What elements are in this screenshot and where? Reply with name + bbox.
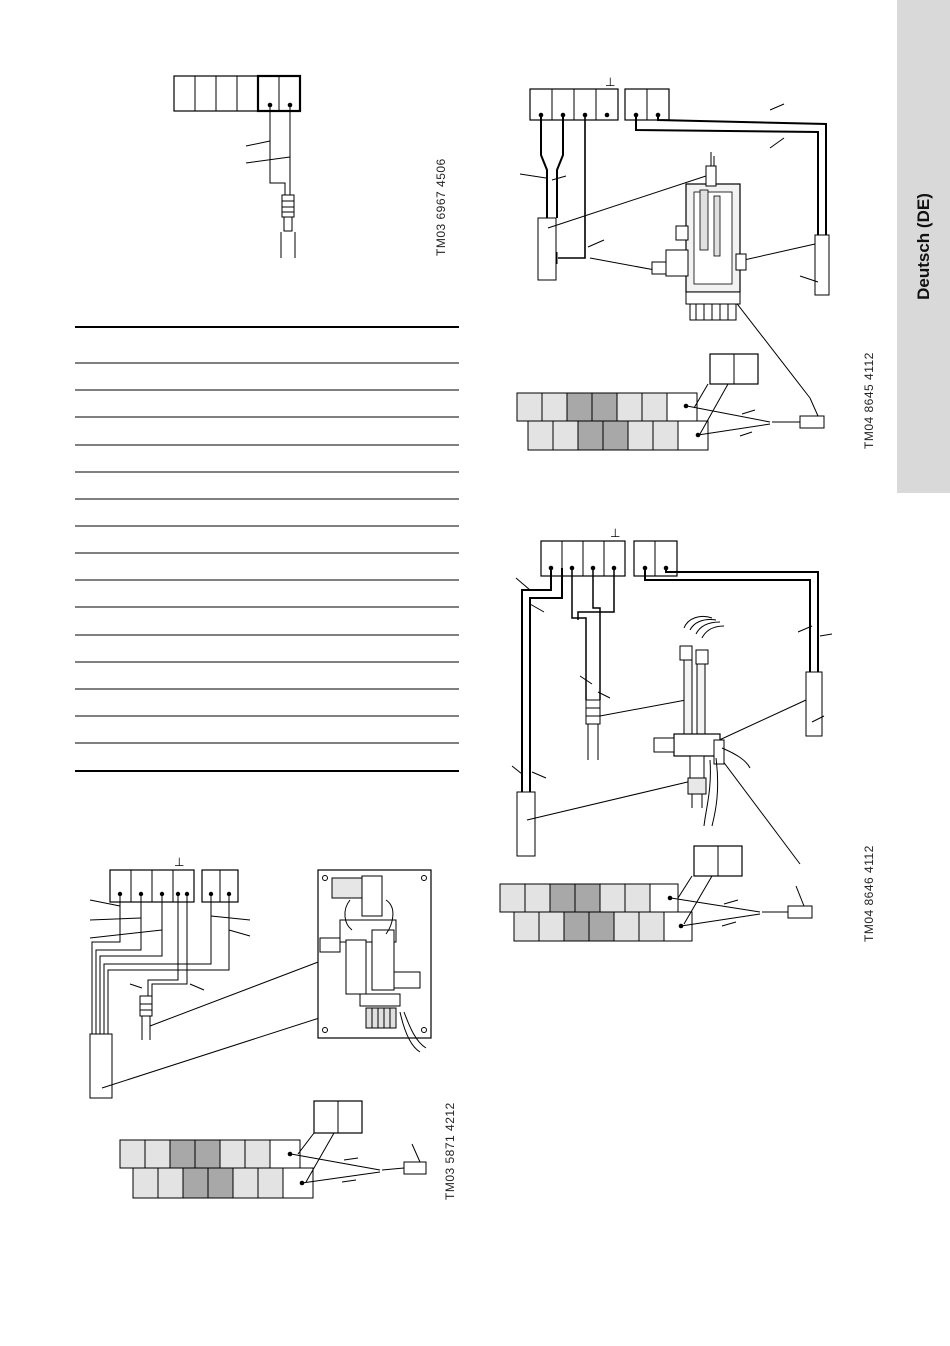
figure-code-1: TM03 6967 4506 xyxy=(434,158,448,256)
fig4-terminal-strips xyxy=(120,1140,313,1198)
figure-3-flow-cell-diagram xyxy=(500,526,832,941)
figure-code-3: TM04 8646 4112 xyxy=(862,845,876,942)
fig3-terminal-strips xyxy=(500,884,692,941)
figure-code-2: TM04 8645 4112 xyxy=(862,352,876,449)
language-tab-label: Deutsch (DE) xyxy=(913,193,933,300)
ground-symbol-fig4: ⊥ xyxy=(174,855,185,869)
ground-symbol-fig3: ⊥ xyxy=(610,526,621,540)
figure-4-panel-unit-diagram xyxy=(90,855,431,1198)
figure-2-sensor-housing-diagram xyxy=(517,75,829,450)
table-grid xyxy=(75,327,459,771)
ground-symbol-fig2: ⊥ xyxy=(605,75,616,89)
figure-1-terminal-diagram xyxy=(174,76,300,258)
figure-code-4: TM03 5871 4212 xyxy=(443,1102,457,1200)
fig2-terminal-strips xyxy=(517,393,708,450)
